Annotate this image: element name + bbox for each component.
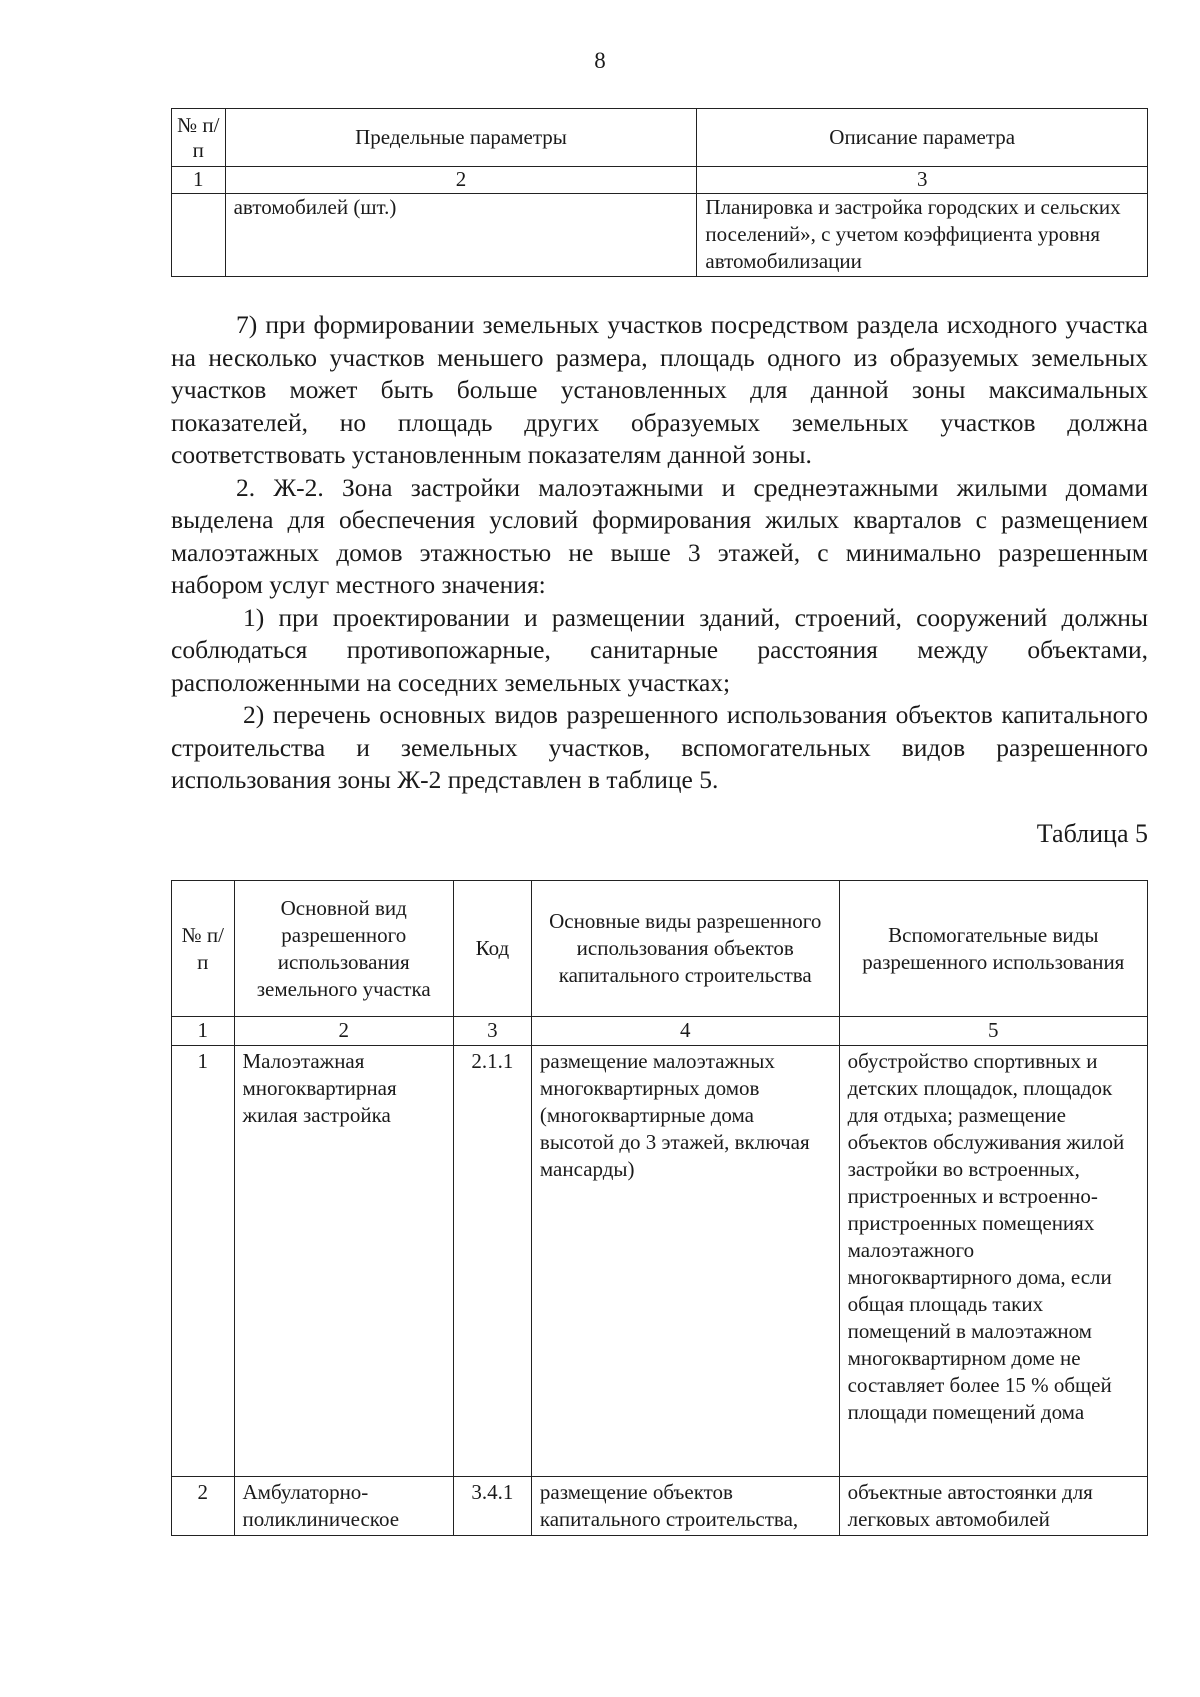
auxiliary-use-description: объектные автостоянки для легковых автомобилей [839, 1477, 1147, 1536]
column-number: 3 [453, 1017, 531, 1046]
land-use-type: Малоэтажная многоквартирная жилая застройка [234, 1046, 453, 1477]
page-number: 8 [594, 48, 606, 73]
table-row [172, 1477, 1148, 1536]
table-row [172, 1046, 1148, 1477]
use-code: 2.1.1 [453, 1046, 531, 1477]
paragraph: 1) при проектировании и размещении зданий, строений, сооружений должны соблюдаться противопожарные, санитарные расстояния между объектами, расположенными на соседних земельных участках; [171, 602, 1148, 697]
column-number: 3 [697, 167, 1148, 194]
header-main-land-use: Основной вид разрешенного использования земельного участка [234, 881, 453, 1017]
header-number: № п/п [172, 881, 235, 1017]
main-use-description: размещение объектов капитального строительства, [531, 1477, 839, 1536]
paragraph: 2. Ж-2. Зона застройки малоэтажными и среднеэтажными жилыми домами выделена для обеспечения условий формирования жилых кварталов с размещением малоэтажных домов этажностью не выше 3 этажей, с минимально разрешенным набором услуг местного значения: [171, 472, 1148, 599]
header-parameter-description: Описание параметра [697, 109, 1148, 167]
column-number: 2 [234, 1017, 453, 1046]
header-limit-parameters: Предельные параметры [225, 109, 697, 167]
row-number [172, 194, 226, 277]
parameter-cell: автомобилей (шт.) [225, 194, 697, 277]
zone-usage-table [171, 880, 1148, 1536]
column-number: 4 [531, 1017, 839, 1046]
row-number: 2 [172, 1477, 235, 1536]
paragraph: 7) при формировании земельных участков посредством раздела исходного участка на несколько участков меньшего размера, площадь одного из образуемых земельных участков может быть больше установленных для данной зоны максимальных показателей, но площадь других образуемых земельных участков должна соответствовать установленным показателям данной зоны. [171, 310, 1148, 469]
column-number-row [172, 167, 1148, 194]
auxiliary-use-description: обустройство спортивных и детских площадок, площадок для отдыха; размещение объектов обслуживания жилой застройки во встроенных, пристроенных и встроенно-пристроенных помещениях малоэтажного многоквартирного дома, если общая площадь таких помещений в малоэтажном многоквартирном доме не составляет более 15 % общей площади помещений дома [839, 1046, 1147, 1477]
table-header-row [172, 109, 1148, 167]
column-number: 2 [225, 167, 697, 194]
description-cell: Планировка и застройка городских и сельских поселений», с учетом коэффициента уровня автомобилизации [697, 194, 1148, 277]
column-number: 1 [172, 167, 226, 194]
column-number: 5 [839, 1017, 1147, 1046]
parameters-table [171, 108, 1148, 277]
land-use-type: Амбулаторно-поликлиническое [234, 1477, 453, 1536]
table-caption: Таблица 5 [1036, 819, 1148, 848]
header-auxiliary-use: Вспомогательные виды разрешенного использования [839, 881, 1147, 1017]
column-number-row [172, 1017, 1148, 1046]
body-text [171, 309, 1148, 797]
row-number: 1 [172, 1046, 235, 1477]
use-code: 3.4.1 [453, 1477, 531, 1536]
column-number: 1 [172, 1017, 235, 1046]
main-use-description: размещение малоэтажных многоквартирных домов (многоквартирные дома высотой до 3 этажей, включая мансарды) [531, 1046, 839, 1477]
table-header-row [172, 881, 1148, 1017]
table-row [172, 194, 1148, 277]
header-number: № п/п [172, 109, 226, 167]
header-main-capital-use: Основные виды разрешенного использования объектов капитального строительства [531, 881, 839, 1017]
paragraph: 2) перечень основных видов разрешенного использования объектов капитального строительства и земельных участков, вспомогательных видов разрешенного использования зоны Ж-2 представлен в таблице 5. [171, 700, 1148, 794]
header-code: Код [453, 881, 531, 1017]
